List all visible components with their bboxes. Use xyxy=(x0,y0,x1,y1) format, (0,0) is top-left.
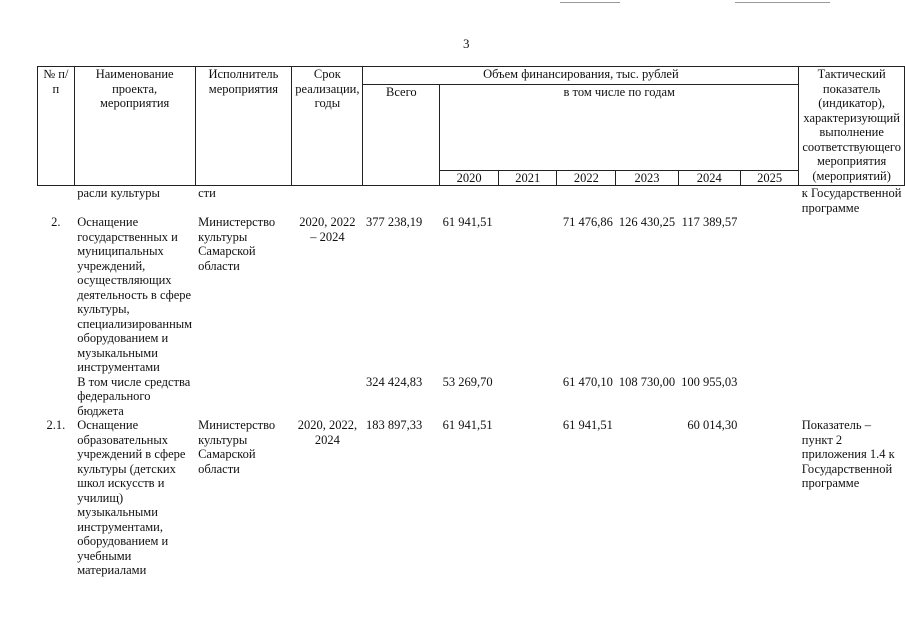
header-num: № п/п xyxy=(38,67,75,186)
cell-2024: 117 389,57 xyxy=(681,215,738,229)
table-row-2-federal xyxy=(38,375,905,419)
cell-executor: Министерство культуры Самарской области xyxy=(198,418,276,476)
cell-total: 324 424,83 xyxy=(365,374,423,389)
header-year-2025: 2025 xyxy=(740,170,798,186)
header-term: Срок реализации, годы xyxy=(292,67,363,186)
cell-total: 377 238,19 xyxy=(365,215,423,229)
cell-term: 2020, 2022 – 2024 xyxy=(299,215,356,244)
cell-2020: 61 941,51 xyxy=(442,418,493,432)
header-name: Наименование проекта, мероприятия xyxy=(74,67,195,186)
top-edge-line xyxy=(560,2,620,3)
header-by-years: в том числе по годам xyxy=(440,85,799,171)
table-row-2-1 xyxy=(38,418,905,578)
header-year-2022: 2022 xyxy=(557,170,616,186)
cell-num: 2.1. xyxy=(46,418,66,432)
cell-name: В том числе средства федерального бюджета xyxy=(77,374,191,418)
cell-executor: Министерство культуры Самарской области xyxy=(198,215,276,273)
cell-total: 183 897,33 xyxy=(365,418,423,432)
cell-2022: 61 941,51 xyxy=(562,418,613,432)
header-executor: Исполнитель мероприятия xyxy=(195,67,292,186)
header-year-2024: 2024 xyxy=(678,170,740,186)
cell-name: расли культуры xyxy=(77,186,160,200)
top-edge-line xyxy=(735,2,830,3)
cell-2021 xyxy=(499,375,557,419)
cell-indicator: Показатель – пункт 2 приложения 1.4 к Государственной программе xyxy=(801,418,895,490)
cell-2024: 60 014,30 xyxy=(687,418,738,432)
cell-2020: 53 269,70 xyxy=(442,374,493,389)
cell-executor: сти xyxy=(198,186,216,200)
cell-2025 xyxy=(740,215,798,375)
header-indicator: Тактический показатель (индикатор), характеризующий выполнение соответствующего мероприятия (мероприятий) xyxy=(799,67,905,186)
cell-2025 xyxy=(740,418,798,578)
header-row-1 xyxy=(38,67,905,85)
header-year-2023: 2023 xyxy=(616,170,678,186)
table-row-2 xyxy=(38,215,905,375)
cell-num: 2. xyxy=(51,215,61,229)
cell-name: Оснащение государственных и муниципальных учреждений, осуществляющих деятельность в сфере культуры, специализированным оборудованием и музыкальными инструментами xyxy=(77,215,193,374)
cell-2023: 108 730,00 xyxy=(618,374,676,389)
cell-name: Оснащение образовательных учреждений в сфере культуры (детских школ искусств и училищ) музыкальными инструментами, оборудованием и учебными материалами xyxy=(77,418,186,577)
cell-2023 xyxy=(616,418,678,578)
cell-2023: 126 430,25 xyxy=(618,215,676,229)
table-row-continuation xyxy=(38,186,905,216)
cell-indicator xyxy=(799,215,905,375)
financing-table xyxy=(37,66,905,578)
cell-2020: 61 941,51 xyxy=(442,215,493,229)
cell-2022: 71 476,86 xyxy=(562,215,613,229)
page-number: 3 xyxy=(463,36,470,51)
cell-2021 xyxy=(499,215,557,375)
cell-2024: 100 955,03 xyxy=(681,374,738,389)
cell-term: 2020, 2022, 2024 xyxy=(297,418,358,447)
cell-2021 xyxy=(499,418,557,578)
header-year-2020: 2020 xyxy=(440,170,499,186)
cell-indicator: к Государственной программе xyxy=(801,186,902,215)
cell-2025 xyxy=(740,375,798,419)
header-funding: Объем финансирования, тыс. рублей xyxy=(363,67,799,85)
header-year-2021: 2021 xyxy=(499,170,557,186)
cell-2022: 61 470,10 xyxy=(562,374,613,389)
header-total: Всего xyxy=(363,85,440,186)
